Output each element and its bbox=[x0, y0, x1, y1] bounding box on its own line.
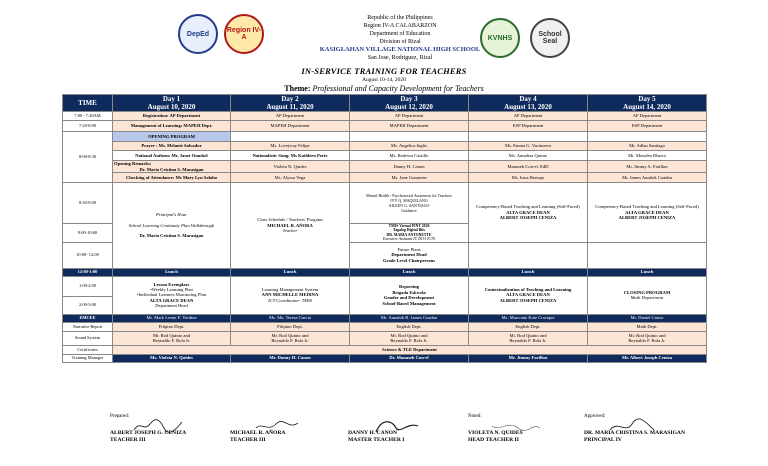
contextualization-cell: Contextualization of Teaching and Learning ALTA GRACE DEAN ALBERT JOSEPH CENIZA bbox=[469, 276, 588, 314]
schedule-cell: Mr. Rod Quinto and Reynaldo F. Rola Jr. bbox=[231, 331, 350, 345]
lesson-exemplars-cell: Lesson Exemplars •Weekly Learning Plan •Individual Learners Monitoring Plan ALTA GRACE DEAN Department Head bbox=[113, 276, 231, 314]
table-row bbox=[63, 276, 707, 296]
schedule-cell: Dr. Manaseh Con-el bbox=[350, 354, 469, 362]
school-seal-logo: School Seal bbox=[530, 18, 570, 58]
signatory: Noted: VIOLETA N. QUIDES HEAD TEACHER II bbox=[468, 430, 578, 443]
emcee-label: EMCEE bbox=[63, 314, 113, 322]
table-row bbox=[63, 132, 707, 142]
table-row bbox=[63, 331, 707, 345]
time-cell: 7:00 - 7:20AM bbox=[63, 112, 113, 121]
schedule-cell: AP Department bbox=[469, 112, 588, 121]
table-row bbox=[63, 151, 707, 161]
theme-label: Theme: bbox=[284, 84, 311, 93]
school-logo: KVNHS bbox=[480, 18, 520, 58]
schedule-cell: Ms. Rodessa Castillo bbox=[350, 151, 469, 161]
schedule-cell: Mr. Daniel Castor bbox=[588, 314, 707, 322]
emcee-row bbox=[63, 314, 707, 322]
schedule-cell: Mr. Adlan Santiago bbox=[588, 142, 707, 151]
future-plans-cell: Future Plans Department Head Grade Level Chairpersons bbox=[350, 242, 469, 268]
schedule-cell: Mr. Jimmy Farillon bbox=[469, 354, 588, 362]
schedule-cell: Registration: AP Department bbox=[113, 112, 231, 121]
document-dates: August 10-14, 2020 bbox=[362, 77, 406, 83]
competency-cell: Competency-Based Teaching and Learning (Self-Paced) ALTA GRACE DEAN ALBERT JOSEPH CENIZA bbox=[588, 183, 707, 243]
lunch-cell: Lunch bbox=[469, 268, 588, 276]
reporting-cell: Reporting Brigada Eskwela Gender and Development School-Based Management bbox=[350, 276, 469, 314]
schedule-cell: Mr. Jimmy A. Farillon bbox=[588, 161, 707, 173]
principals-hour-cell: Principal's Hour School Learning Continuity Plan Walkthrough Dr. Maria Cristina S. Marasigan bbox=[113, 183, 231, 269]
schedule-cell: Filipino Dept. bbox=[113, 322, 231, 331]
schedule-cell: Violeta N. Quides bbox=[231, 161, 350, 173]
training-manager-row bbox=[63, 354, 707, 362]
school-name: KASIGLAHAN VILLAGE NATIONAL HIGH SCHOOL bbox=[319, 46, 481, 53]
day-header: Day 5 August 14, 2020 bbox=[588, 95, 707, 112]
table-row bbox=[63, 183, 707, 224]
schedule-cell: Mr. Mark Lester F. Verdera bbox=[113, 314, 231, 322]
schedule-cell: Nationalistic Song: Ms Kathleen Perix bbox=[231, 151, 350, 161]
schedule-cell: Management of Learning: MAPEH Dept. bbox=[113, 121, 231, 132]
signature-scribble bbox=[250, 418, 305, 434]
sound-label: Sound System bbox=[63, 331, 113, 345]
schedule-cell: English Dept. bbox=[469, 322, 588, 331]
schedule-cell: National Anthem: Mr. Janet Oumbol bbox=[113, 151, 231, 161]
schedule-cell: Ms. Alyssa Vega bbox=[231, 173, 350, 183]
schedule-cell: Mr. Rod Quinto and Reynaldo F. Rola Jr. bbox=[588, 331, 707, 345]
schedule-cell: Ms. Jane Gunarsen bbox=[350, 173, 469, 183]
lunch-cell: Lunch bbox=[113, 268, 231, 276]
day-header: Day 4 August 13, 2020 bbox=[469, 95, 588, 112]
lunch-row bbox=[63, 268, 707, 276]
schedule-cell: Mr. Albert Joseph Ceniza bbox=[588, 354, 707, 362]
region-seal-logo: Region IV-A bbox=[224, 14, 264, 54]
prepared-label: Prepared: bbox=[110, 414, 130, 419]
schedule-table bbox=[62, 94, 707, 363]
schedule-cell: AP Department bbox=[588, 112, 707, 121]
schedule-cell: Danny H. Canon bbox=[350, 161, 469, 173]
table-row bbox=[63, 161, 707, 173]
time-header: TIME bbox=[63, 95, 113, 112]
time-cell: 7:20-8:00 bbox=[63, 121, 113, 132]
time-cell: 8:00-8:30 bbox=[63, 132, 113, 183]
schedule-cell: Ms. Marconie Kate Crorique bbox=[469, 314, 588, 322]
opening-program-cell: OPENING PROGRAM bbox=[113, 132, 231, 142]
lunch-cell: Lunch bbox=[231, 268, 350, 276]
header-text bbox=[300, 14, 500, 62]
schedule-cell: Ms. Lovejway Felipe bbox=[231, 142, 350, 151]
schedule-cell: Mr. James Annilek Cuadan bbox=[588, 173, 707, 183]
time-cell: 2:00-3:00 bbox=[63, 296, 113, 314]
theme-text: Professional and Capacity Development for Teachers bbox=[312, 84, 484, 93]
time-cell: 12:00-1:00 bbox=[63, 268, 113, 276]
schedule-cell: Ms. Annaliza Quinto bbox=[469, 151, 588, 161]
schedule-cell: Ms. Angelica Inglis bbox=[350, 142, 469, 151]
schedule-cell: Mr. Rod Quinto and Reynaldo F. Rola Jr. bbox=[350, 331, 469, 345]
header-line-3: Department of Education bbox=[369, 31, 431, 37]
mental-health-cell: Mental Health / Psychosocial Awareness for Teachers IVY Q. MAQUILANG AILEEN G. SANTIAGO Guidance bbox=[350, 183, 469, 224]
schedule-cell: Checking of Attendance: Ms Mary Lyn Solabo bbox=[113, 173, 231, 183]
signature-scribble bbox=[488, 418, 543, 434]
schedule-cell: Prayer : Ms. Melanie Salvador bbox=[113, 142, 231, 151]
tmis-cell: TMIS Virtual PINT 2020 Tagalog Digital Bits DR. MARIA ANTONETTE Executive Assistant IV, DO-I ICTS bbox=[350, 224, 469, 243]
schedule-cell: Ms. Ma. Teresa Garcia bbox=[231, 314, 350, 322]
schedule-cell: Math Dept. bbox=[588, 322, 707, 331]
signature-scribble bbox=[368, 418, 423, 434]
schedule-cell: Mr. Rod Quinto and Reynaldo F. Rola Jr. bbox=[469, 331, 588, 345]
approved-label: Approved: bbox=[584, 414, 606, 419]
closing-program-cell: CLOSING PROGRAM Math Department bbox=[588, 276, 707, 314]
noted-label: Noted: bbox=[468, 414, 482, 419]
signature-scribble bbox=[604, 418, 659, 434]
schedule-cell: ESP Department bbox=[469, 121, 588, 132]
schedule-cell: Ms. Violeta N. Quides bbox=[113, 354, 231, 362]
table-row bbox=[63, 173, 707, 183]
signatories bbox=[110, 412, 720, 466]
schedule-cell: ESP Department bbox=[588, 121, 707, 132]
schedule-cell: Manaseh Con-el, EdD bbox=[469, 161, 588, 173]
schedule-cell: Mr. Monalea Blanca bbox=[588, 151, 707, 161]
table-row bbox=[63, 121, 707, 132]
schedule-cell: MAPEH Department bbox=[350, 121, 469, 132]
class-schedule-cell: Class Schedule / Teachers' Program MICHAEL R. AÑORA Teacher bbox=[231, 183, 350, 269]
signatory: MICHAEL R. AÑORA TEACHER III bbox=[230, 430, 340, 443]
school-address: San Jose, Rodriguez, Rizal bbox=[367, 55, 433, 61]
training-manager-label: Training Manager bbox=[63, 354, 113, 362]
time-cell: 9:00-10:00 bbox=[63, 224, 113, 243]
header-line-1: Republic of the Philippines bbox=[367, 15, 433, 21]
signature-scribble bbox=[130, 418, 185, 434]
schedule-cell: Mr. Rod Quinto and Reynaldo F. Rola Jr. bbox=[113, 331, 231, 345]
competency-cell: Competency-Based Teaching and Learning (Self-Paced) ALTA GRACE DEAN ALBERT JOSEPH CENIZA bbox=[469, 183, 588, 243]
table-row bbox=[63, 345, 707, 354]
certificates-cell: Science & TLE Department bbox=[113, 345, 707, 354]
schedule-cell: AP Department bbox=[350, 112, 469, 121]
document-header bbox=[0, 0, 768, 106]
narrative-label: Narrative Report bbox=[63, 322, 113, 331]
table-row bbox=[63, 142, 707, 151]
day-header: Day 2 August 11, 2020 bbox=[231, 95, 350, 112]
schedule-cell: MAPEH Department bbox=[231, 121, 350, 132]
table-header-row bbox=[63, 95, 707, 112]
schedule-cell: Ms. Emma G. Vacinueva bbox=[469, 142, 588, 151]
schedule-cell: Ms. Irma Bernajo bbox=[469, 173, 588, 183]
lms-cell: Learning Management System ANN MICHELLE MEDINA ICT Coordinator- TMIS bbox=[231, 276, 350, 314]
signatory: DANNY H. CANON MASTER TEACHER I bbox=[348, 430, 458, 443]
lunch-cell: Lunch bbox=[350, 268, 469, 276]
day-header: Day 1 August 10, 2020 bbox=[113, 95, 231, 112]
time-cell: 10:00- 12:00 bbox=[63, 242, 113, 268]
signatory: Approved: DR. MARIA CRISTINA S. MARASIGAN PRINCIPAL IV bbox=[584, 414, 686, 443]
deped-seal-logo: DepEd bbox=[178, 14, 218, 54]
document-title: IN-SERVICE TRAINING FOR TEACHERS bbox=[301, 66, 467, 76]
schedule-cell: AP Department bbox=[231, 112, 350, 121]
signatory: Prepared: ALBERT JOSEPH G. CENIZA TEACHER III bbox=[110, 414, 187, 443]
table-row bbox=[63, 112, 707, 121]
schedule-cell: English Dept. bbox=[350, 322, 469, 331]
time-cell: 1:00-2:00 bbox=[63, 276, 113, 296]
schedule-cell: Mr. Annalok R. James Cuadan bbox=[350, 314, 469, 322]
schedule-cell: Filipino Dept. bbox=[231, 322, 350, 331]
time-cell: 8:30-9:00 bbox=[63, 183, 113, 224]
certificates-label: Certificates bbox=[63, 345, 113, 354]
header-line-4: Division of Rizal bbox=[379, 39, 421, 45]
schedule-cell: Mr. Danny H. Canon bbox=[231, 354, 350, 362]
header-line-2: Region IV-A CALABARZON bbox=[363, 23, 437, 29]
day-header: Day 3 August 12, 2020 bbox=[350, 95, 469, 112]
opening-remarks-cell: Opening Remarks: Dr. Maria Cristina S. Marasigan bbox=[113, 161, 231, 173]
table-row bbox=[63, 322, 707, 331]
document-theme bbox=[0, 84, 768, 93]
lunch-cell: Lunch bbox=[588, 268, 707, 276]
